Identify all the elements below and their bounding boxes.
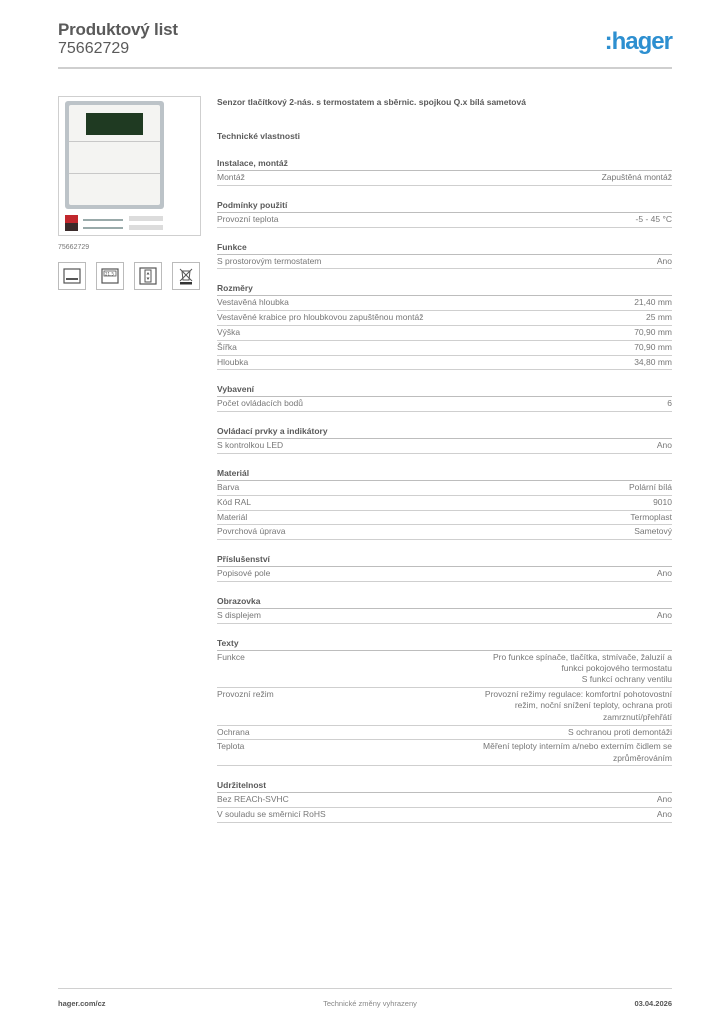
spec-label: Počet ovládacích bodů: [217, 398, 304, 409]
spec-row: [217, 525, 672, 540]
section-title: Podmínky použití: [217, 200, 672, 213]
section-title: Texty: [217, 638, 672, 651]
product-display: [86, 113, 143, 135]
spec-label: Hloubka: [217, 356, 249, 367]
spec-value: 70,90 mm: [634, 326, 672, 337]
screw-icon: [83, 219, 123, 221]
spec-label: Povrchová úprava: [217, 526, 286, 537]
section-title: Materiál: [217, 468, 672, 481]
spec-value: Polární bílá: [629, 481, 672, 492]
spec-section: [217, 242, 672, 270]
spec-row: [217, 255, 672, 270]
product-media: [58, 96, 201, 290]
spec-row: [217, 326, 672, 341]
spec-section: [217, 638, 672, 767]
spec-row: [217, 439, 672, 454]
accessory-terminal-dark: [65, 223, 78, 231]
tech-properties-heading: Technické vlastnosti: [217, 131, 300, 141]
header-divider: [58, 67, 672, 69]
spec-section: [217, 780, 672, 823]
website-link[interactable]: hager.com/cz: [58, 999, 106, 1008]
page-footer: [58, 999, 672, 1008]
section-title: Funkce: [217, 242, 672, 255]
spec-label: Výška: [217, 326, 241, 337]
spec-label: Barva: [217, 481, 240, 492]
spec-section: [217, 468, 672, 540]
spec-value: Termoplast: [630, 511, 672, 522]
product-name: Senzor tlačítkový 2-nás. s termostatem a sběrnic. spojkou Q.x bílá sametová: [217, 97, 526, 107]
spec-label: Montáž: [217, 172, 245, 182]
spec-section: [217, 158, 672, 186]
page-title: Produktový list: [58, 20, 178, 39]
screw-icon: [83, 227, 123, 229]
section-title: Ovládací prvky a indikátory: [217, 426, 672, 439]
spec-section: [217, 283, 672, 370]
technical-specs: [217, 96, 672, 823]
section-title: Vybavení: [217, 384, 672, 397]
spec-row: [217, 341, 672, 356]
product-number: 75662729: [58, 40, 130, 57]
spec-label: Vestavěné krabice pro hloubkovou zapuštěnou montáž: [217, 312, 424, 323]
spec-row: [217, 481, 672, 496]
spec-value: Provozní režimy regulace: komfortní pohotovostní režim, noční snížení teploty, ochrana proti zamrznutí/přehřátí: [484, 689, 672, 722]
spec-row: [217, 397, 672, 412]
spec-value: 6: [667, 398, 672, 409]
feature-icons: [58, 262, 201, 290]
spec-label: Vestavěná hloubka: [217, 297, 289, 308]
spec-value: 70,90 mm: [634, 341, 672, 352]
spec-row: [217, 356, 672, 371]
spec-value: Pro funkce spínače, tlačítka, stmívače, žaluzií a funkci pokojového termostatu S funkcí ochrany ventilu: [492, 651, 672, 685]
spec-label: Popisové pole: [217, 568, 271, 579]
spec-value: Zapuštěná montáž: [601, 172, 672, 182]
spec-value: Ano: [656, 794, 672, 805]
spec-value: Ano: [656, 809, 672, 820]
spec-label: Kód RAL: [217, 496, 252, 507]
spec-section: [217, 200, 672, 228]
spec-row: [217, 511, 672, 526]
spec-label: Funkce: [217, 651, 245, 662]
spec-label: Provozní teplota: [217, 213, 279, 224]
spec-label: V souladu se směrnicí RoHS: [217, 809, 326, 820]
display-thermostat-icon: [96, 262, 124, 290]
spec-value: Ano: [656, 255, 672, 266]
spec-row: [217, 726, 672, 741]
spec-row: [217, 609, 672, 624]
spec-label: Ochrana: [217, 726, 250, 737]
hager-logo: :hager: [604, 28, 672, 55]
spec-value: Ano: [656, 568, 672, 579]
accessory-terminal: [65, 215, 78, 223]
rocker-switch-icon: [134, 262, 162, 290]
spec-label: Bez REACh-SVHC: [217, 794, 289, 805]
spec-row: [217, 213, 672, 228]
product-image: [58, 96, 201, 236]
spec-label: Materiál: [217, 511, 248, 522]
spec-label: Šířka: [217, 341, 237, 352]
spec-value: Ano: [656, 609, 672, 620]
spec-value: Měření teploty interním a/nebo externím čidlem se zprůměrováním: [483, 741, 672, 763]
spec-value: -5 - 45 °C: [635, 213, 672, 224]
spec-section: [217, 554, 672, 582]
spec-value: Sametový: [634, 526, 672, 537]
spec-section: [217, 596, 672, 624]
spec-row: [217, 296, 672, 311]
spec-row: [217, 688, 672, 725]
spec-label: S displejem: [217, 609, 261, 620]
weee-crossed-bin-icon: [172, 262, 200, 290]
spec-value: 25 mm: [646, 312, 672, 323]
section-title: Instalace, montáž: [217, 158, 672, 171]
print-date: 03.04.2026: [634, 999, 672, 1008]
disclaimer: Technické změny vyhrazeny: [323, 999, 417, 1008]
spec-value: Ano: [656, 440, 672, 451]
spec-row: [217, 567, 672, 582]
spec-label: Teplota: [217, 741, 245, 752]
spec-row: [217, 740, 672, 766]
section-title: Rozměry: [217, 283, 672, 296]
spec-row: [217, 793, 672, 808]
spec-row: [217, 808, 672, 823]
product-plate: [65, 101, 164, 209]
spec-value: 34,80 mm: [634, 356, 672, 367]
spec-value: 9010: [653, 496, 672, 507]
section-title: Udržitelnost: [217, 780, 672, 793]
spec-label: S kontrolkou LED: [217, 440, 284, 451]
spec-row: [217, 496, 672, 511]
spec-row: [217, 311, 672, 326]
spec-section: [217, 384, 672, 412]
spec-label: Provozní režim: [217, 689, 274, 700]
footer-divider: [58, 988, 672, 989]
image-caption: 75662729: [58, 244, 90, 251]
spec-section: [217, 426, 672, 454]
svg-text:21.5: 21.5: [105, 271, 114, 277]
spec-row: [217, 651, 672, 688]
dowel-icon: [129, 216, 163, 221]
section-title: Obrazovka: [217, 596, 672, 609]
surface-mount-icon: [58, 262, 86, 290]
page-header: [58, 20, 672, 58]
spec-value: S ochranou proti demontáži: [568, 726, 672, 737]
spec-label: S prostorovým termostatem: [217, 255, 322, 266]
section-title: Příslušenství: [217, 554, 672, 567]
dowel-icon: [129, 225, 163, 230]
spec-row: [217, 171, 672, 186]
spec-value: 21,40 mm: [634, 297, 672, 308]
